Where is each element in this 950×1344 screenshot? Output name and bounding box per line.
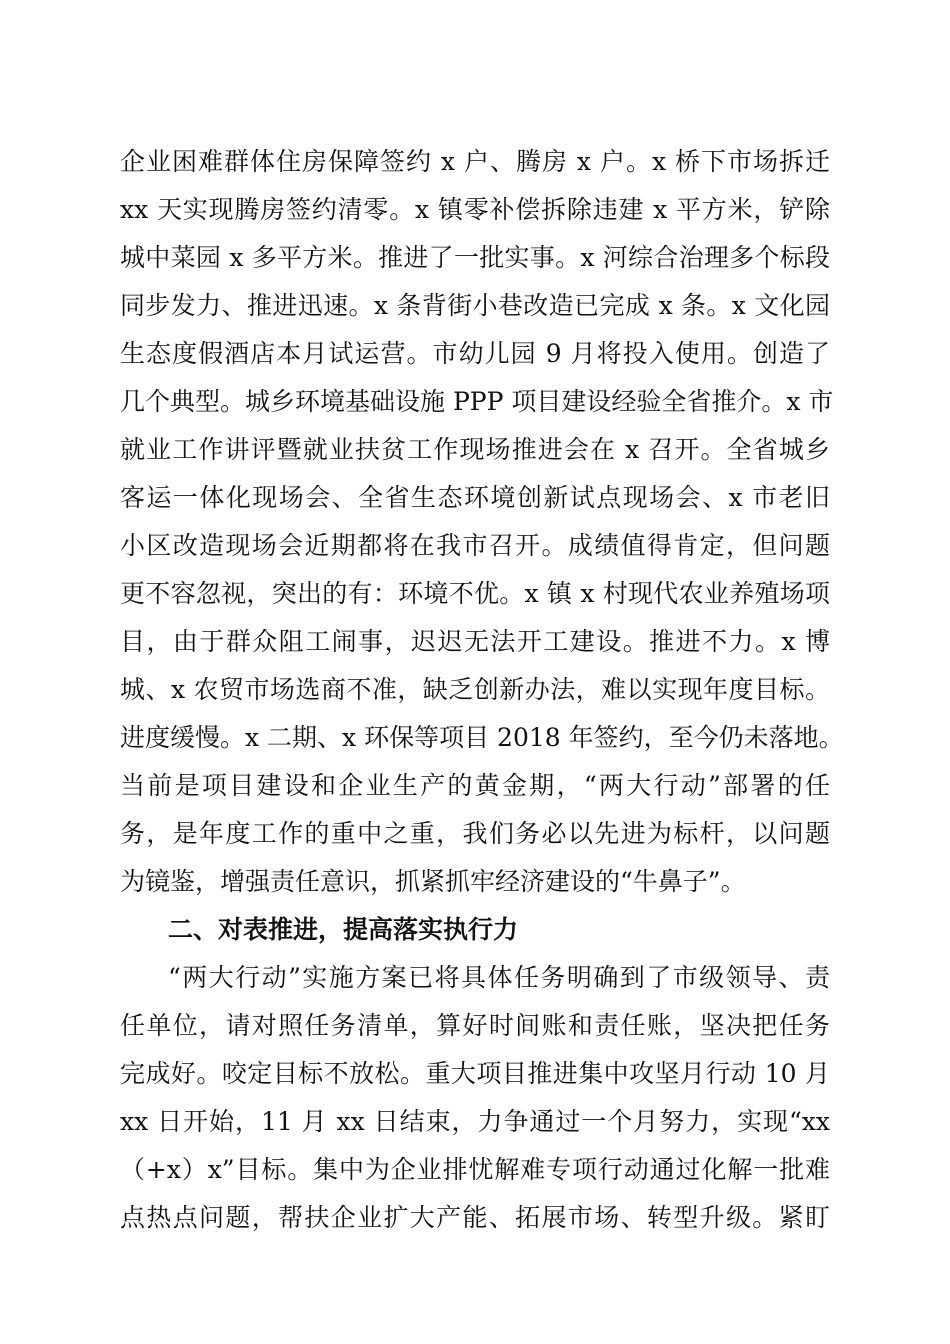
paragraph-line: 小区改造现场会近期都将在我市召开。成绩值得肯定，但问题	[120, 531, 830, 560]
paragraph-line: 点热点问题，帮扶企业扩大产能、拓展市场、转型升级。紧盯	[120, 1203, 830, 1232]
paragraph-line: 完成好。咬定目标不放松。重大项目推进集中攻坚月行动 10 月	[120, 1059, 830, 1088]
paragraph-line: xx 天实现腾房签约清零。x 镇零补偿拆除违建 x 平方米，铲除	[120, 195, 830, 224]
paragraph-line: 更不容忽视，突出的有：环境不优。x 镇 x 村现代农业养殖场项	[120, 579, 830, 608]
paragraph-line: 生态度假酒店本月试运营。市幼儿园 9 月将投入使用。创造了	[120, 339, 830, 368]
paragraph-line: 当前是项目建设和企业生产的黄金期，“两大行动”部署的任	[120, 771, 830, 800]
paragraph-line: 任单位，请对照任务清单，算好时间账和责任账，坚决把任务	[120, 1011, 830, 1040]
section-heading: 二、对表推进，提高落实执行力	[168, 915, 519, 944]
paragraph-line: （+x）x”目标。集中为企业排忧解难专项行动通过化解一批难	[120, 1155, 830, 1184]
paragraph-line: 为镜鉴，增强责任意识，抓紧抓牢经济建设的“牛鼻子”。	[120, 867, 746, 896]
paragraph-line: 进度缓慢。x 二期、x 环保等项目 2018 年签约，至今仍未落地。	[120, 723, 844, 752]
paragraph-line: 企业困难群体住房保障签约 x 户、腾房 x 户。x 桥下市场拆迁	[120, 147, 830, 176]
paragraph-line: 几个典型。城乡环境基础设施 PPP 项目建设经验全省推介。x 市	[120, 387, 834, 416]
paragraph-line: 城中菜园 x 多平方米。推进了一批实事。x 河综合治理多个标段	[120, 243, 830, 272]
paragraph-line: 目，由于群众阻工闹事，迟迟无法开工建设。推进不力。x 博	[120, 627, 830, 656]
paragraph-line: 城、x 农贸市场选商不准，缺乏创新办法，难以实现年度目标。	[120, 675, 830, 704]
paragraph-line: xx 日开始，11 月 xx 日结束，力争通过一个月努力，实现“xx	[120, 1107, 830, 1136]
paragraph-line: 务，是年度工作的重中之重，我们务必以先进为标杆，以问题	[120, 819, 830, 848]
paragraph-line: 同步发力、推进迅速。x 条背街小巷改造已完成 x 条。x 文化园	[120, 291, 830, 320]
paragraph-line: 客运一体化现场会、全省生态环境创新试点现场会、x 市老旧	[120, 483, 830, 512]
paragraph-line: 就业工作讲评暨就业扶贫工作现场推进会在 x 召开。全省城乡	[120, 435, 830, 464]
paragraph-line: “两大行动”实施方案已将具体任务明确到了市级领导、责	[168, 963, 830, 992]
